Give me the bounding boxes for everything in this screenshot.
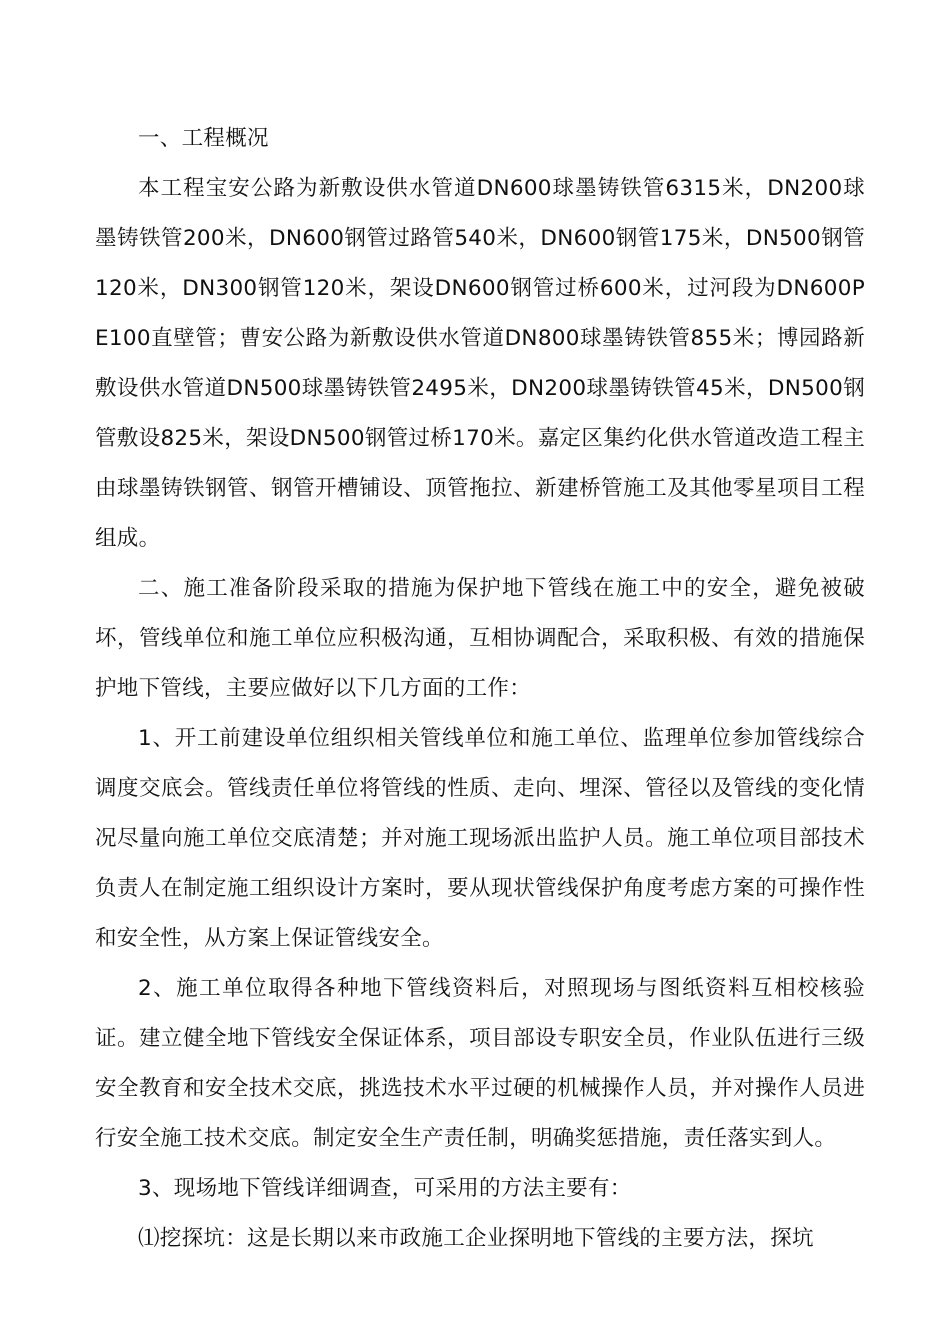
- document-body: [95, 114, 865, 1264]
- paragraph-project-scope: 本工程宝安公路为新敷设供水管道DN600球墨铸铁管6315米，DN200球墨铸铁管200米，DN600钢管过路管540米，DN600钢管175米，DN500钢管120米，DN300钢管120米，架设DN600钢管过桥600米，过河段为DN600PE100直壁管；曹安公路为新敷设供水管道DN800球墨铸铁管855米；博园路新敷设供水管道DN500球墨铸铁管2495米，DN200球墨铸铁管45米，DN500钢管敷设825米，架设DN500钢管过桥170米。嘉定区集约化供水管道改造工程主由球墨铸铁钢管、钢管开槽铺设、顶管拖拉、新建桥管施工及其他零星项目工程组成。: [95, 176, 865, 551]
- paragraph-item-2: 2、施工单位取得各种地下管线资料后，对照现场与图纸资料互相校核验证。建立健全地下管线安全保证体系，项目部设专职安全员，作业队伍进行三级安全教育和安全技术交底，挑选技术水平过硬的机械操作人员，并对操作人员进行安全施工技术交底。制定安全生产责任制，明确奖惩措施，责任落实到人。: [95, 976, 865, 1151]
- section-heading-preparation-measures: 二、施工准备阶段采取的措施为保护地下管线在施工中的安全，避免被破坏，管线单位和施工单位应积极沟通，互相协调配合，采取积极、有效的措施保护地下管线，主要应做好以下几方面的工作：: [95, 576, 865, 701]
- section-heading-project-overview: 一、工程概况: [138, 126, 269, 151]
- paragraph-item-3: 3、现场地下管线详细调查，可采用的方法主要有：: [138, 1176, 632, 1201]
- paragraph-item-1: 1、开工前建设单位组织相关管线单位和施工单位、监理单位参加管线综合调度交底会。管线责任单位将管线的性质、走向、埋深、管径以及管线的变化情况尽量向施工单位交底清楚；并对施工现场派出监护人员。施工单位项目部技术负责人在制定施工组织设计方案时，要从现状管线保护角度考虑方案的可操作性和安全性，从方案上保证管线安全。: [95, 726, 865, 951]
- paragraph-subitem-1: ⑴挖探坑：这是长期以来市政施工企业探明地下管线的主要方法，探坑: [138, 1226, 814, 1251]
